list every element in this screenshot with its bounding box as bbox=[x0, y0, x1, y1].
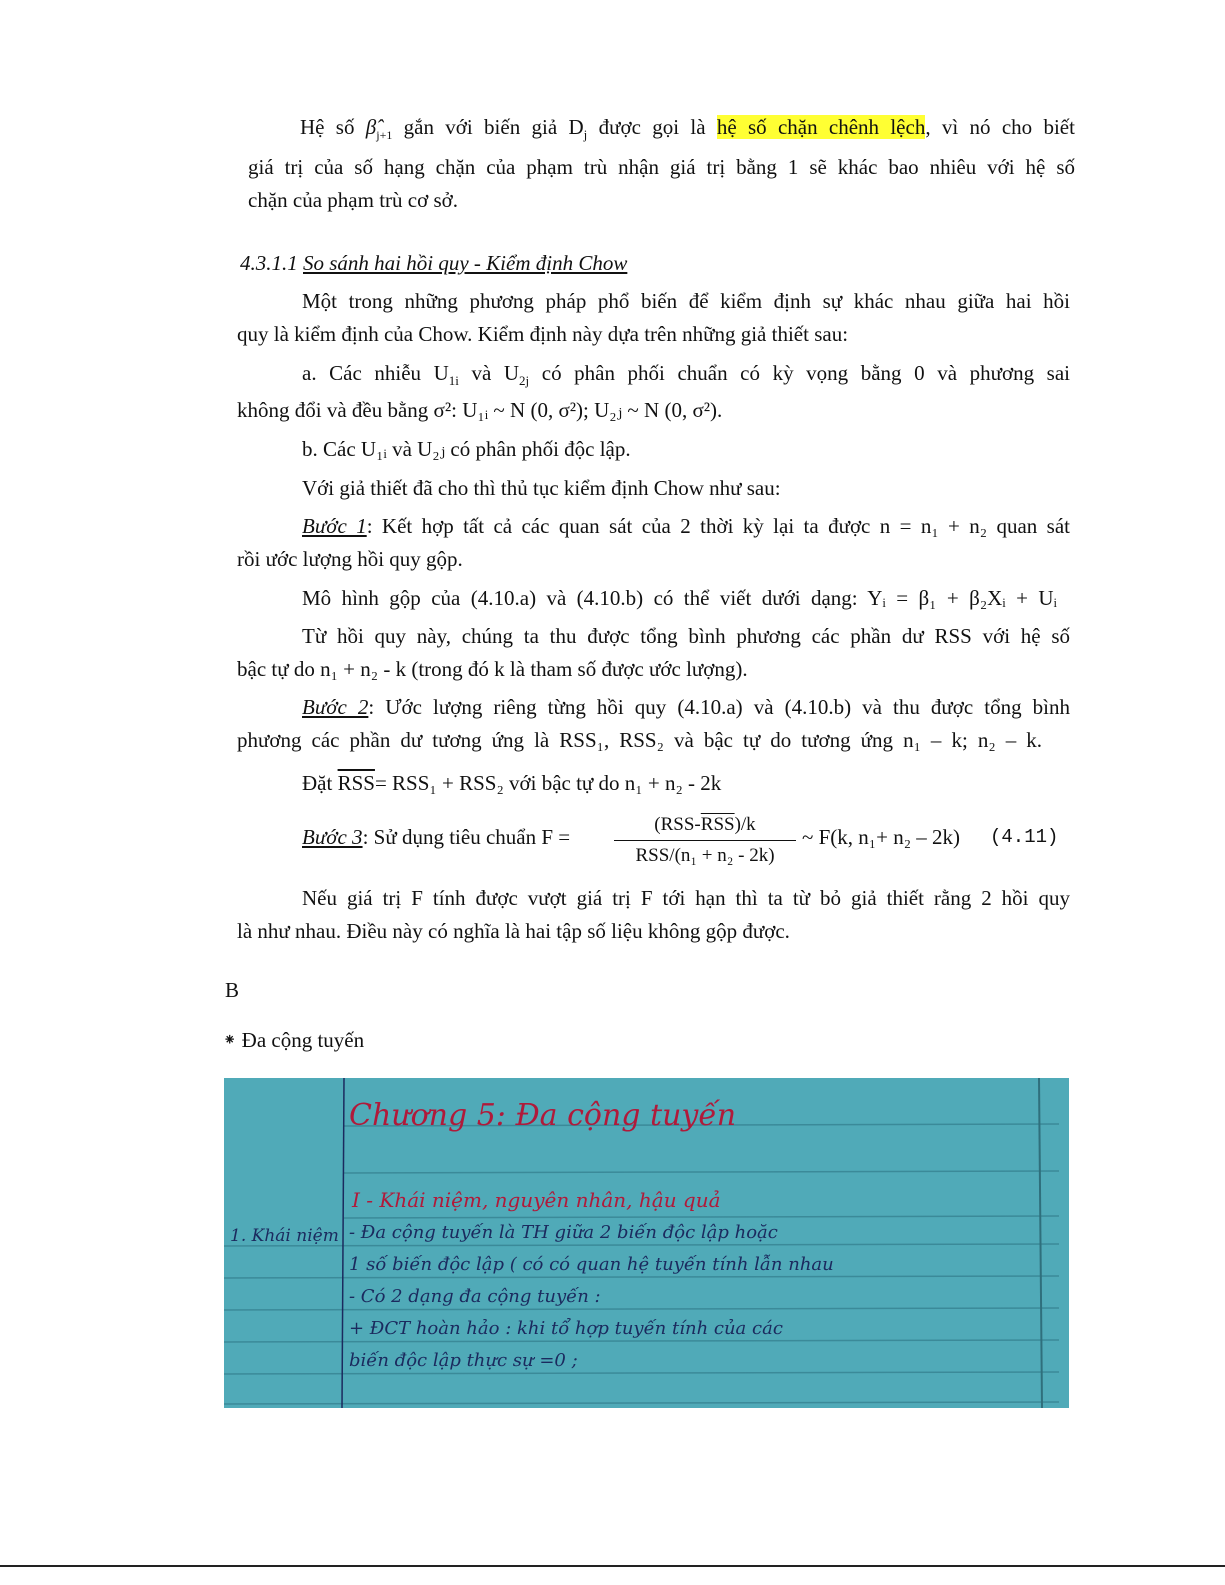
para2-line1: Một trong những phương pháp phổ biến để kiểm định sự khác nhau giữa hai hồi bbox=[302, 289, 1070, 313]
photo-line-5: biến độc lập thực sự =0 ; bbox=[349, 1350, 578, 1371]
photo-line-2: 1 số biến độc lập ( có có quan hệ tuyến tính lẫn nhau bbox=[349, 1254, 834, 1275]
photo-margin-note: 1. Khái niệm bbox=[230, 1226, 339, 1246]
f-statistic-fraction bbox=[614, 812, 796, 869]
procedure-intro: Với giả thiết đã cho thì thủ tục kiểm định Chow như sau: bbox=[302, 476, 781, 500]
para1-line3: chặn của phạm trù cơ sở. bbox=[248, 188, 458, 212]
para-a-line1: a. Các nhiễu $U_{1i}$ và $U_{2j}$ có phân phối chuẩn có kỳ vọng bằng 0 và phương sai bbox=[302, 361, 1070, 389]
step2-line2: phương các phần dư tương ứng là RSS₁, RSS₂ và bậc tự do tương ứng n₁ – k; n₂ – k. bbox=[237, 728, 1042, 752]
fraction-numerator: $(RSS-\overline{RSS})/k$ bbox=[654, 814, 756, 835]
beta-symbol: β̂ bbox=[365, 115, 377, 139]
section-heading: 4.3.1.1 So sánh hai hồi quy - Kiểm định Chow bbox=[240, 251, 628, 275]
photo-title: Chương 5: Đa cộng tuyến bbox=[349, 1098, 737, 1133]
conclusion-line1: Nếu giá trị F tính được vượt giá trị F tới hạn thì ta từ bỏ giả thiết rằng 2 hồi quy bbox=[302, 886, 1070, 910]
pooled-model: Mô hình gộp của (4.10.a) và (4.10.b) có thể viết dưới dạng: Yᵢ = β₁ + β₂Xᵢ + Uᵢ bbox=[302, 586, 1057, 610]
photo-line-1: - Đa cộng tuyến là TH giữa 2 biến độc lập hoặc bbox=[349, 1222, 778, 1243]
f-distribution: ~ F(k, n₁+ n₂ – 2k) bbox=[802, 825, 961, 849]
highlighted-term: hệ số chặn chênh lệch bbox=[716, 115, 926, 139]
bullet-item bbox=[223, 1025, 364, 1056]
photo-heading: I - Khái niệm, nguyên nhân, hậu quả bbox=[352, 1188, 721, 1212]
section-heading-title: So sánh hai hồi quy - Kiểm định Chow bbox=[303, 251, 628, 275]
step3-line: Bước 3: Sử dụng tiêu chuẩn F = bbox=[302, 825, 571, 849]
fraction-bar bbox=[614, 840, 796, 841]
page-bottom-rule bbox=[0, 1565, 1225, 1567]
equation-number: (4.11) bbox=[990, 826, 1059, 848]
section-letter: B bbox=[225, 978, 240, 1002]
notebook-photo bbox=[224, 1078, 1069, 1408]
rss-definition: Đặt $\overline{RSS}= RSS_1 + RSS_2$ với bậc tự do n₁ + n₂ - 2k bbox=[302, 771, 722, 795]
photo-line-3: - Có 2 dạng đa cộng tuyến : bbox=[349, 1286, 601, 1307]
para-b: b. Các U₁ᵢ và U₂ⱼ có phân phối độc lập. bbox=[302, 437, 631, 461]
para1-line2: giá trị của số hạng chặn của phạm trù nhận giá trị bằng 1 sẽ khác bao nhiêu với hệ số bbox=[248, 155, 1075, 179]
asterisk-icon: ⁕ bbox=[223, 1032, 237, 1049]
para2-line2: quy là kiểm định của Chow. Kiểm định này dựa trên những giả thiết sau: bbox=[237, 322, 849, 346]
step1-line2: rồi ước lượng hồi quy gộp. bbox=[237, 547, 463, 571]
rss-line2: bậc tự do n₁ + n₂ - k (trong đó k là tham số được ước lượng). bbox=[237, 657, 748, 681]
para-a-line2: không đổi và đều bằng σ²: U₁ᵢ ~ N (0, σ²); U₂ⱼ ~ N (0, σ²). bbox=[237, 398, 723, 422]
step3-label: Bước 3 bbox=[302, 825, 363, 849]
fraction-denominator: RSS/(n₁ + n₂ - 2k) bbox=[635, 845, 775, 866]
step1-line1: Bước 1: Kết hợp tất cả các quan sát của 2 thời kỳ lại ta được n = n₁ + n₂ quan sát bbox=[302, 514, 1071, 538]
rss-line1: Từ hồi quy này, chúng ta thu được tổng bình phương các phần dư RSS với hệ số bbox=[302, 624, 1070, 648]
step2-line1: Bước 2: Ước lượng riêng từng hồi quy (4.10.a) và (4.10.b) và thu được tổng bình bbox=[302, 695, 1070, 719]
rss-bar: $\overline{RSS}$ bbox=[337, 771, 375, 795]
photo-line-4: + ĐCT hoàn hảo : khi tổ hợp tuyến tính của các bbox=[349, 1318, 783, 1339]
step2-label: Bước 2 bbox=[302, 695, 369, 719]
step1-label: Bước 1 bbox=[302, 514, 367, 538]
bullet-text: Đa cộng tuyến bbox=[241, 1028, 365, 1052]
conclusion-line2: là như nhau. Điều này có nghĩa là hai tập số liệu không gộp được. bbox=[237, 919, 790, 943]
para1-line1: Hệ số $\betâ_{j+1}$ gắn với biến giả $D_j$ được gọi là hệ số chặn chênh lệch, vì nó cho biết bbox=[300, 115, 1075, 143]
